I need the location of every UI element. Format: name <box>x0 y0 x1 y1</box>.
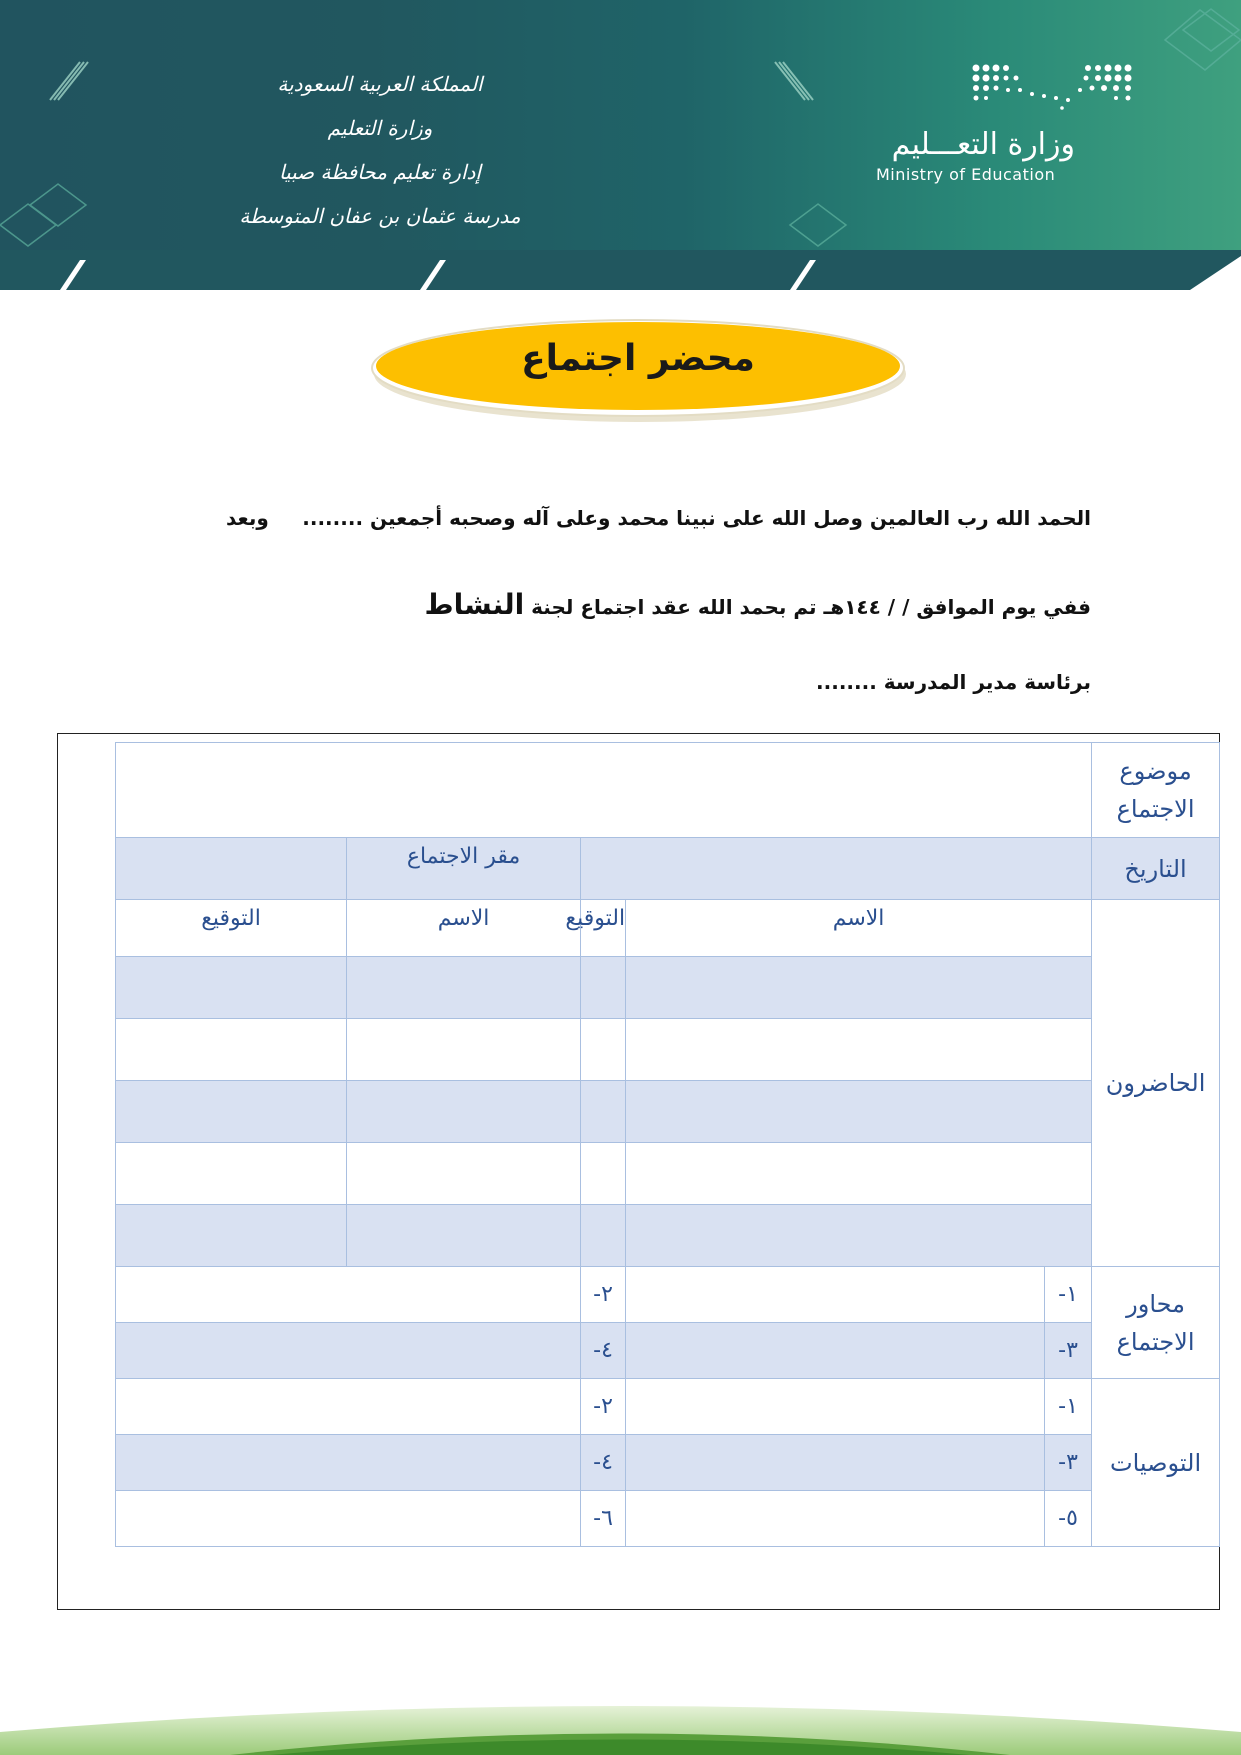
recommendation-row <box>116 1379 1220 1435</box>
meeting-date-line <box>425 588 1091 621</box>
title-badge <box>368 316 908 426</box>
page-title: محضر اجتماع <box>521 338 755 379</box>
attendee-signature-field[interactable] <box>116 1019 347 1081</box>
attendee-name-field[interactable] <box>626 957 1092 1019</box>
agenda-item-field[interactable] <box>626 1323 1045 1379</box>
attendee-signature-field[interactable] <box>116 1205 347 1267</box>
agenda-label: محاور الاجتماع <box>1092 1267 1220 1379</box>
meeting-date-text: ففي يوم الموافق / / ١٤٤هـ تم بحمد الله عقد اجتماع لجنة <box>531 595 1091 619</box>
attendees-label: الحاضرون <box>1092 900 1220 1267</box>
agenda-number: ٤- <box>581 1323 626 1379</box>
recommendation-row <box>116 1435 1220 1491</box>
recommendation-field[interactable] <box>626 1379 1045 1435</box>
attendee-signature-field[interactable] <box>116 1143 347 1205</box>
minutes-table <box>115 742 1220 1547</box>
subject-label: موضوع الاجتماع <box>1092 743 1220 838</box>
date-field[interactable] <box>581 838 1092 900</box>
school-line-kingdom: المملكة العربية السعودية <box>277 72 483 96</box>
recommendation-number: ٣- <box>1045 1435 1092 1491</box>
signature-header-1: التوقيع <box>581 900 626 957</box>
school-info <box>150 62 610 238</box>
agenda-number: ٢- <box>581 1267 626 1323</box>
attendee-name-field[interactable] <box>626 1081 1092 1143</box>
attendee-signature-field[interactable] <box>581 1205 626 1267</box>
venue-field[interactable] <box>116 838 347 900</box>
attendee-name-field[interactable] <box>347 1081 581 1143</box>
subject-row <box>116 743 1220 838</box>
recommendation-field[interactable] <box>116 1491 581 1547</box>
school-line-school: مدرسة عثمان بن عفان المتوسطة <box>239 204 521 228</box>
attendee-name-field[interactable] <box>626 1205 1092 1267</box>
venue-label: مقر الاجتماع <box>347 838 581 900</box>
school-line-department: إدارة تعليم محافظة صبيا <box>279 160 481 184</box>
recommendation-number: ٢- <box>581 1379 626 1435</box>
attendee-signature-field[interactable] <box>581 1143 626 1205</box>
attendee-name-field[interactable] <box>626 1019 1092 1081</box>
agenda-number: ١- <box>1045 1267 1092 1323</box>
attendees-header-row <box>116 900 1220 957</box>
banner-stripe <box>0 250 1241 290</box>
recommendation-field[interactable] <box>116 1435 581 1491</box>
attendee-row <box>116 1019 1220 1081</box>
recommendation-row <box>116 1491 1220 1547</box>
attendee-row <box>116 1143 1220 1205</box>
recommendation-field[interactable] <box>116 1379 581 1435</box>
attendee-signature-field[interactable] <box>581 957 626 1019</box>
attendee-signature-field[interactable] <box>581 1081 626 1143</box>
school-line-ministry: وزارة التعليم <box>327 116 433 140</box>
opening-line: الحمد الله رب العالمين وصل الله على نبينا محمد وعلى آله وصحبه أجمعين ........ <box>302 506 1091 530</box>
attendee-name-field[interactable] <box>347 1143 581 1205</box>
attendee-signature-field[interactable] <box>116 1081 347 1143</box>
attendee-name-field[interactable] <box>626 1143 1092 1205</box>
opening-line-end: وبعد <box>226 506 269 530</box>
attendee-row <box>116 1205 1220 1267</box>
recommendations-label: التوصيات <box>1092 1379 1220 1547</box>
date-label: التاريخ <box>1092 838 1220 900</box>
footer-wave <box>0 1690 1241 1755</box>
agenda-item-field[interactable] <box>626 1267 1045 1323</box>
chairman-line: برئاسة مدير المدرسة ........ <box>816 670 1091 694</box>
agenda-item-field[interactable] <box>116 1323 581 1379</box>
attendee-name-field[interactable] <box>347 957 581 1019</box>
recommendation-field[interactable] <box>626 1435 1045 1491</box>
committee-name: النشاط <box>424 588 525 621</box>
agenda-row <box>116 1267 1220 1323</box>
attendee-name-field[interactable] <box>347 1205 581 1267</box>
recommendation-number: ١- <box>1045 1379 1092 1435</box>
name-header-1: الاسم <box>626 900 1092 957</box>
recommendation-number: ٤- <box>581 1435 626 1491</box>
date-venue-row <box>116 838 1220 900</box>
subject-field[interactable] <box>116 743 1092 838</box>
attendee-signature-field[interactable] <box>116 957 347 1019</box>
recommendation-field[interactable] <box>626 1491 1045 1547</box>
agenda-item-field[interactable] <box>116 1267 581 1323</box>
header-banner <box>0 0 1241 290</box>
recommendation-number: ٦- <box>581 1491 626 1547</box>
attendee-name-field[interactable] <box>347 1019 581 1081</box>
attendee-signature-field[interactable] <box>581 1019 626 1081</box>
agenda-number: ٣- <box>1045 1323 1092 1379</box>
recommendation-number: ٥- <box>1045 1491 1092 1547</box>
signature-header-2: التوقيع <box>116 900 347 957</box>
name-header-2: الاسم <box>347 900 581 957</box>
ministry-name-english: Ministry of Education <box>876 165 1056 184</box>
attendee-row <box>116 1081 1220 1143</box>
agenda-row <box>116 1323 1220 1379</box>
ministry-name-arabic: وزارة التعـــليم <box>891 127 1075 162</box>
attendee-row <box>116 957 1220 1019</box>
